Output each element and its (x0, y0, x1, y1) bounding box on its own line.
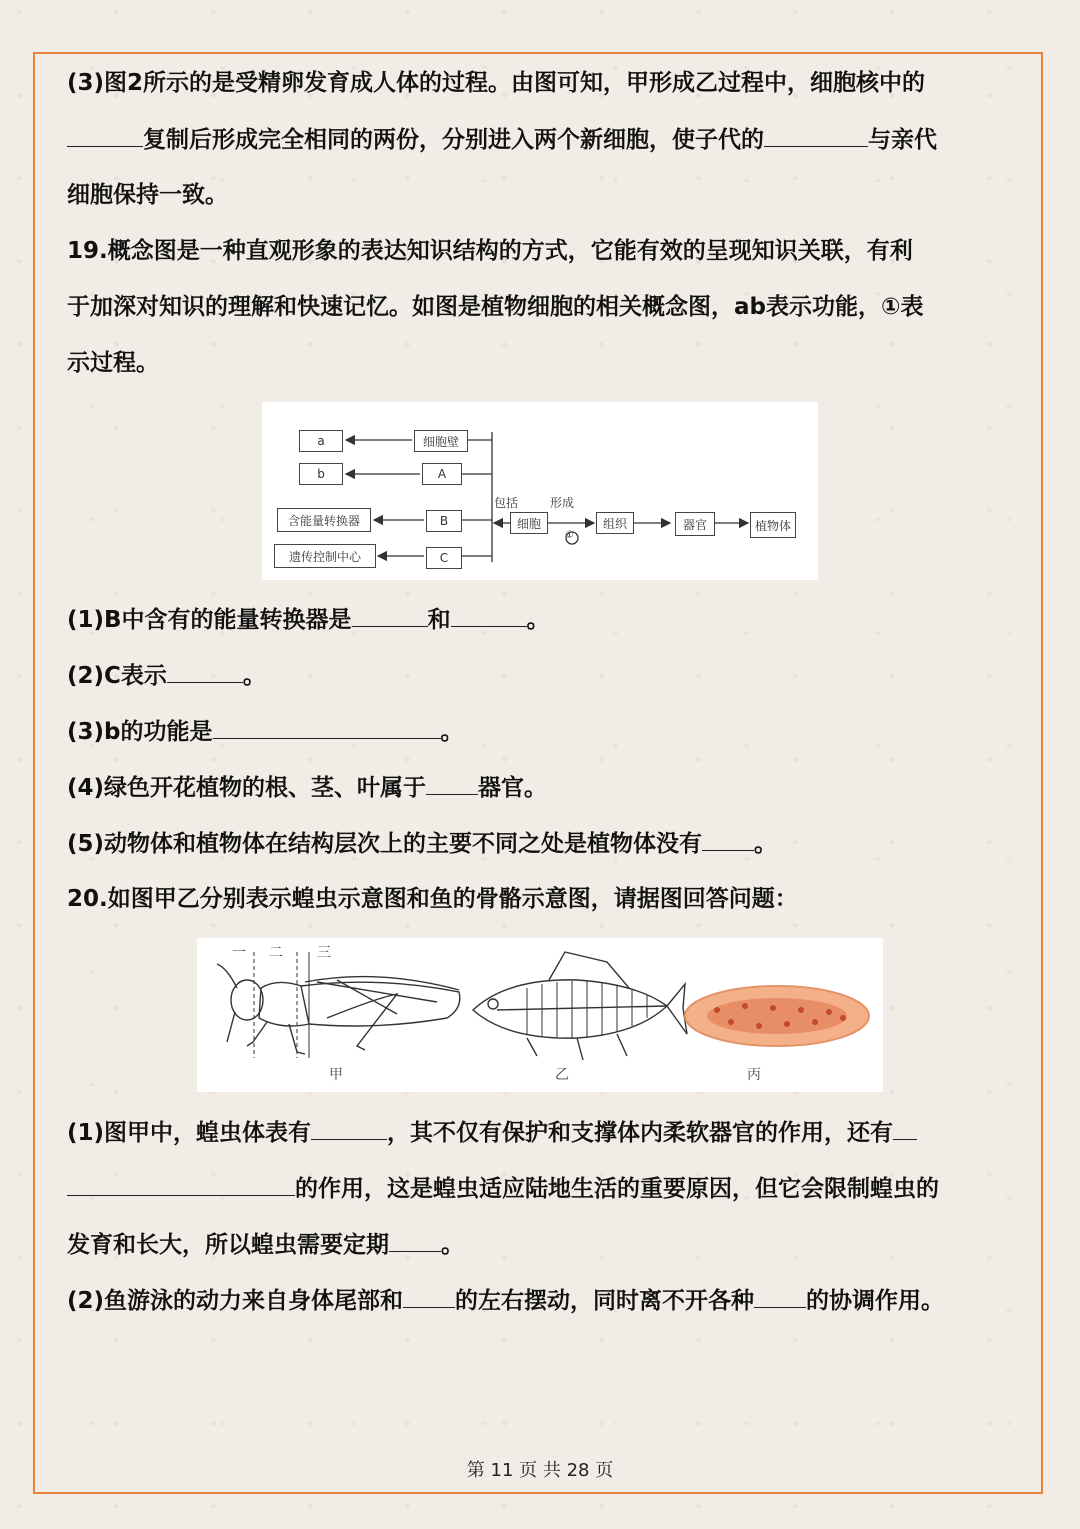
q19-sub-3: (3)b的功能是 。 (67, 716, 464, 747)
page-footer: 第 11 页 共 28 页 (466, 1460, 614, 1481)
q20-sub-2: (2)鱼游泳的动力来自身体尾部和 的左右摆动，同时离不开各种 的协调作用。 (67, 1285, 944, 1316)
answer-blank[interactable] (352, 604, 428, 627)
node-C: C (426, 547, 462, 569)
answer-blank[interactable] (702, 828, 754, 851)
node-A: A (422, 463, 462, 485)
q18-line-3: 细胞保持一致。 (67, 182, 228, 208)
answer-blank[interactable] (893, 1117, 917, 1140)
answer-blank[interactable] (389, 1229, 441, 1252)
node-tissue: 组织 (596, 512, 634, 534)
q20-stem: 20.如图甲乙分别表示蝗虫示意图和鱼的骨骼示意图，请据图回答问题： (67, 886, 798, 912)
label-form: 形成 (550, 496, 575, 510)
node-organ: 器官 (675, 512, 715, 536)
animal-figure (197, 938, 883, 1092)
answer-blank[interactable] (311, 1117, 387, 1140)
answer-blank[interactable] (426, 772, 478, 795)
label-include: 包括 (494, 496, 519, 510)
node-cell-wall: 细胞壁 (414, 430, 468, 452)
segment-label-3: 三 (317, 945, 331, 961)
q18-line-1: (3)图2所示的是受精卵发育成人体的过程。由图可知，甲形成乙过程中，细胞核中的 (67, 70, 926, 96)
caption-bing: 丙 (747, 1067, 761, 1083)
answer-blank[interactable] (67, 124, 143, 147)
animal-illustrations (197, 938, 883, 1092)
q19-sub-5: (5)动物体和植物体在结构层次上的主要不同之处是植物体没有 。 (67, 828, 777, 859)
node-b: b (299, 463, 343, 485)
segment-label-2: 二 (269, 945, 283, 961)
node-energy-converter: 含能量转换器 (277, 508, 371, 532)
q20-sub-1-line-3: 发育和长大，所以蝗虫需要定期 。 (67, 1229, 464, 1260)
q19-sub-4: (4)绿色开花植物的根、茎、叶属于 器官。 (67, 772, 547, 803)
node-genetic-center: 遗传控制中心 (274, 544, 376, 568)
caption-yi: 乙 (555, 1067, 569, 1083)
answer-blank[interactable] (754, 1285, 806, 1308)
answer-blank[interactable] (67, 1173, 295, 1196)
node-a: a (299, 430, 343, 452)
q18-line-2: 复制后形成完全相同的两份，分别进入两个新细胞，使子代的 与亲代 (67, 124, 937, 155)
q19-stem-line-3: 示过程。 (67, 350, 159, 376)
answer-blank[interactable] (213, 716, 441, 739)
segment-label-1: 一 (232, 945, 246, 961)
node-cell: 细胞 (510, 512, 548, 534)
node-B: B (426, 510, 462, 532)
answer-blank[interactable] (451, 604, 527, 627)
node-plant: 植物体 (750, 512, 796, 538)
q19-stem-line-2: 于加深对知识的理解和快速记忆。如图是植物细胞的相关概念图，ab表示功能，①表 (67, 294, 924, 320)
q20-sub-1-line-2: 的作用，这是蝗虫适应陆地生活的重要原因，但它会限制蝗虫的 (67, 1173, 939, 1204)
q20-sub-1-line-1: (1)图甲中，蝗虫体表有 ，其不仅有保护和支撑体内柔软器官的作用，还有 (67, 1117, 917, 1148)
caption-jia: 甲 (329, 1067, 343, 1083)
q19-stem-line-1: 19.概念图是一种直观形象的表达知识结构的方式，它能有效的呈现知识关联，有利 (67, 238, 913, 264)
q19-sub-2: (2)C表示 。 (67, 660, 266, 691)
q19-sub-1: (1)B中含有的能量转换器是 和 。 (67, 604, 550, 635)
answer-blank[interactable] (403, 1285, 455, 1308)
label-process-1: ① (565, 530, 574, 541)
answer-blank[interactable] (167, 660, 243, 683)
concept-diagram (262, 402, 818, 580)
answer-blank[interactable] (764, 124, 868, 147)
